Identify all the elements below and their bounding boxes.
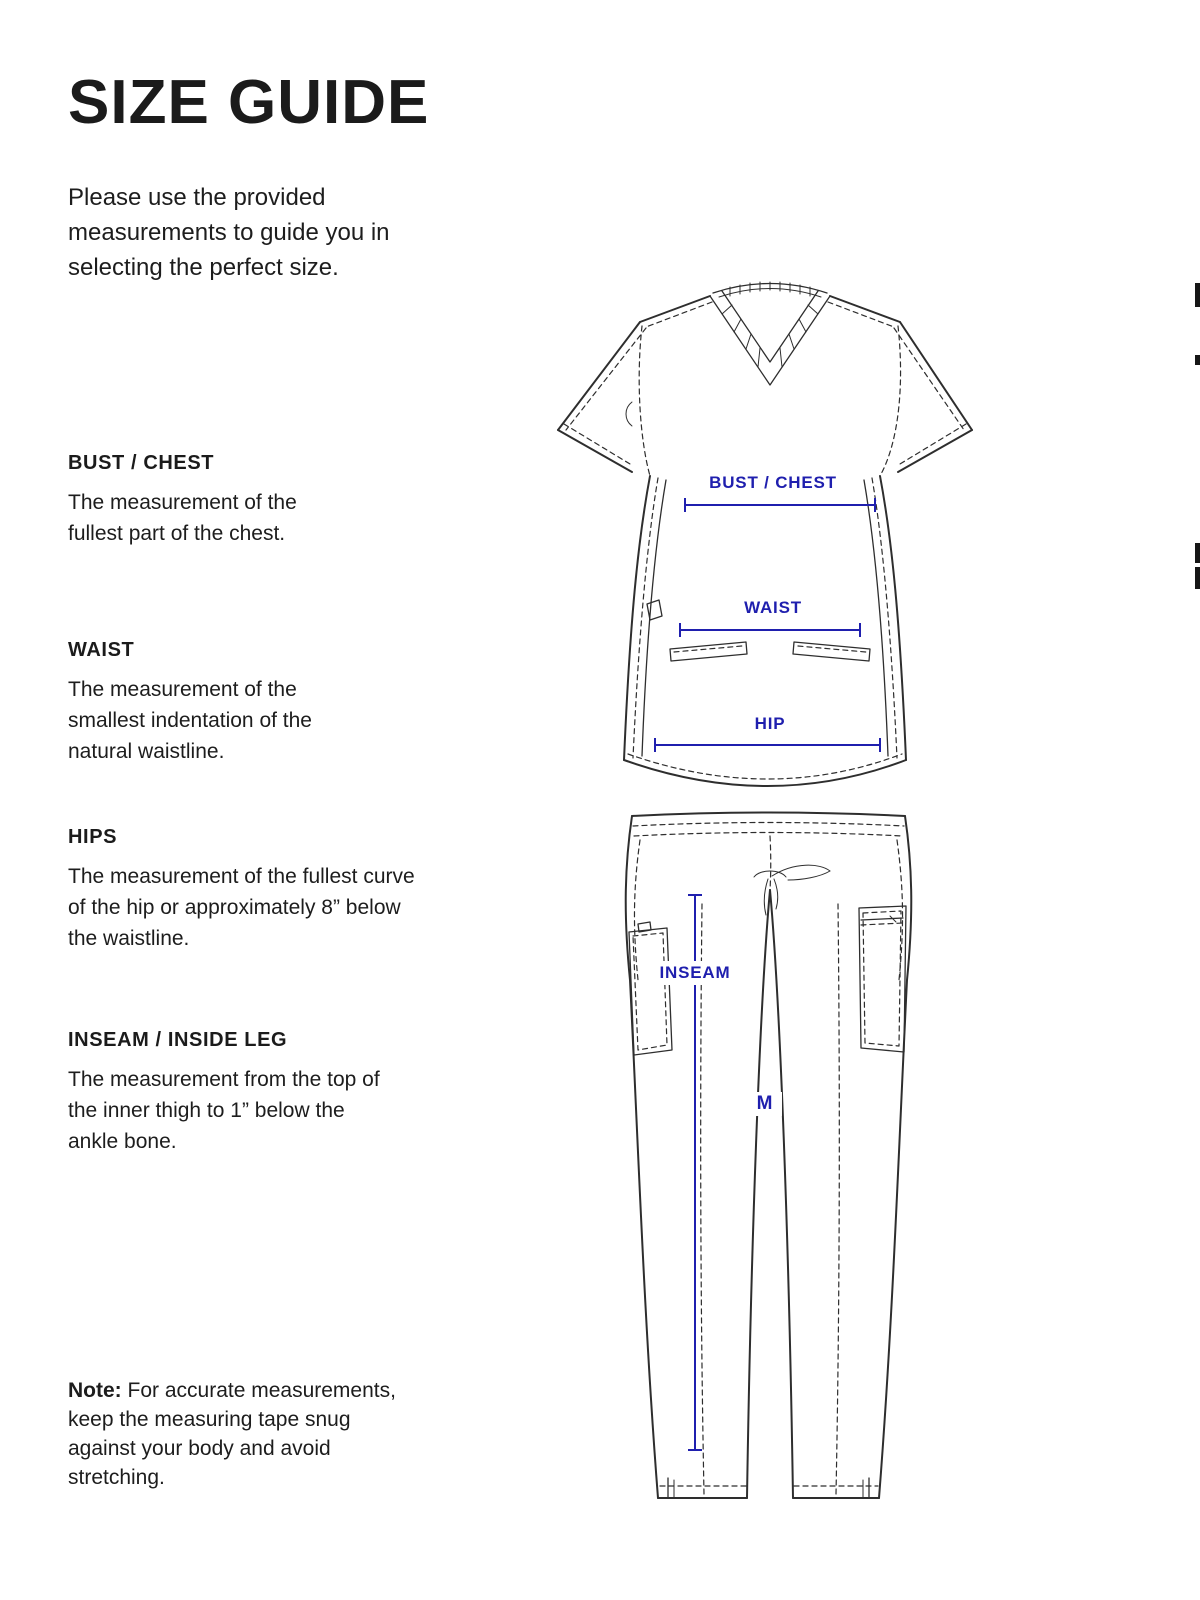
- section-heading-waist: WAIST: [68, 639, 135, 661]
- scrub-pants: [626, 813, 912, 1499]
- hip-measure-line: [655, 738, 880, 752]
- section-body-inseam: The measurement from the top of the inner thigh to 1” below the ankle bone.: [68, 1068, 380, 1153]
- bust-measure-line: [685, 498, 875, 512]
- waist-measure-line: [680, 623, 860, 637]
- note-label: Note:: [68, 1379, 122, 1402]
- edge-artifact: [1195, 567, 1200, 589]
- garment-outline: [558, 282, 972, 1498]
- section-heading-inseam: INSEAM / INSIDE LEG: [68, 1029, 288, 1051]
- garment-diagram-svg: [520, 280, 1010, 1530]
- edge-artifact: [1195, 283, 1200, 307]
- size-marker-label: M: [748, 1092, 782, 1116]
- garment-diagram: [520, 280, 1010, 1530]
- page-title: SIZE GUIDE: [68, 68, 430, 137]
- hip-measure-label: HIP: [754, 714, 786, 733]
- section-body-hips: The measurement of the fullest curve of the hip or approximately 8” below the waistline.: [68, 865, 415, 950]
- bust-measure-label: BUST / CHEST: [709, 473, 837, 492]
- scrub-top: [558, 282, 972, 786]
- section-body-waist: The measurement of the smallest indentation of the natural waistline.: [68, 678, 312, 763]
- section-heading-bust: BUST / CHEST: [68, 452, 215, 474]
- edge-artifact: [1195, 543, 1200, 563]
- section-heading-hips: HIPS: [68, 826, 118, 848]
- waist-measure-label: WAIST: [744, 598, 802, 617]
- inseam-measure-label: INSEAM: [645, 961, 745, 985]
- note-text: [68, 1376, 398, 1492]
- section-body-bust: The measurement of the fullest part of the chest.: [68, 491, 297, 545]
- intro-text: Please use the provided measurements to guide you in selecting the perfect size.: [68, 184, 390, 281]
- edge-artifact: [1195, 355, 1200, 365]
- note-body: For accurate measurements, keep the measuring tape snug against your body and avoid stretching.: [68, 1379, 396, 1489]
